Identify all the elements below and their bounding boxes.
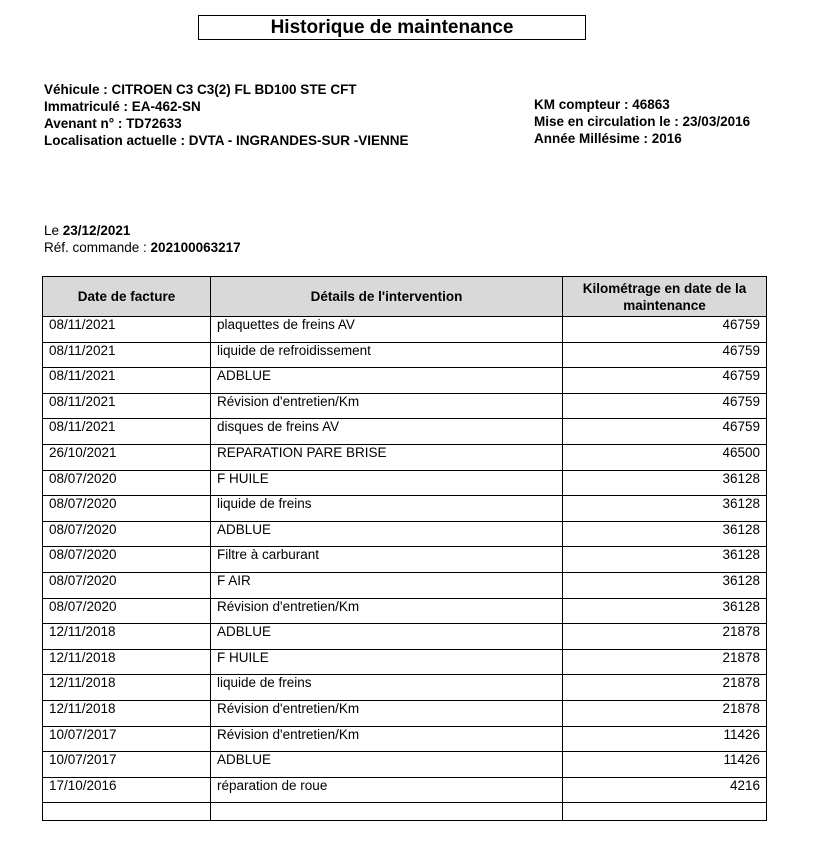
cell-intervention-details: ADBLUE (211, 624, 563, 650)
cell-intervention-details: ADBLUE (211, 368, 563, 394)
cell-invoice-date: 10/07/2017 (43, 752, 211, 778)
cell-invoice-date (43, 803, 211, 821)
cell-intervention-details: Révision d'entretien/Km (211, 598, 563, 624)
cell-invoice-date: 08/07/2020 (43, 547, 211, 573)
vehicle-meta (534, 96, 750, 147)
cell-intervention-details: réparation de roue (211, 777, 563, 803)
vehicle-info (44, 81, 409, 149)
order-date-label: Le (44, 223, 63, 238)
header-intervention-details: Détails de l'intervention (211, 277, 563, 317)
cell-intervention-details: disques de freins AV (211, 419, 563, 445)
cell-invoice-date: 10/07/2017 (43, 726, 211, 752)
cell-invoice-date: 08/11/2021 (43, 317, 211, 343)
cell-mileage (563, 803, 767, 821)
header-mileage: Kilométrage en date de la maintenance (563, 277, 767, 317)
cell-invoice-date: 17/10/2016 (43, 777, 211, 803)
table-row (43, 726, 767, 752)
km-counter: KM compteur : 46863 (534, 97, 670, 112)
cell-mileage: 11426 (563, 752, 767, 778)
cell-invoice-date: 12/11/2018 (43, 675, 211, 701)
cell-intervention-details: Révision d'entretien/Km (211, 700, 563, 726)
cell-mileage: 46759 (563, 419, 767, 445)
cell-mileage: 21878 (563, 675, 767, 701)
cell-intervention-details: F HUILE (211, 649, 563, 675)
cell-mileage: 46500 (563, 444, 767, 470)
order-ref-label: Réf. commande : (44, 240, 151, 255)
cell-intervention-details: Révision d'entretien/Km (211, 393, 563, 419)
cell-invoice-date: 08/11/2021 (43, 393, 211, 419)
table-row (43, 393, 767, 419)
cell-mileage: 21878 (563, 624, 767, 650)
cell-invoice-date: 08/07/2020 (43, 470, 211, 496)
cell-intervention-details: REPARATION PARE BRISE (211, 444, 563, 470)
order-info (44, 222, 241, 256)
vehicle-amendment: Avenant n° : TD72633 (44, 116, 182, 131)
table-row (43, 317, 767, 343)
table-body (43, 317, 767, 821)
order-date-value: 23/12/2021 (62, 223, 131, 238)
cell-intervention-details (211, 803, 563, 821)
cell-mileage: 4216 (563, 777, 767, 803)
order-ref-value: 202100063217 (150, 240, 241, 255)
table-row (43, 496, 767, 522)
cell-invoice-date: 12/11/2018 (43, 649, 211, 675)
cell-mileage: 46759 (563, 368, 767, 394)
cell-mileage: 36128 (563, 470, 767, 496)
table-row (43, 547, 767, 573)
cell-intervention-details: F HUILE (211, 470, 563, 496)
cell-invoice-date: 12/11/2018 (43, 624, 211, 650)
cell-intervention-details: liquide de refroidissement (211, 342, 563, 368)
table-row (43, 700, 767, 726)
order-reference (44, 239, 241, 256)
cell-invoice-date: 08/07/2020 (43, 598, 211, 624)
cell-mileage: 36128 (563, 572, 767, 598)
cell-intervention-details: plaquettes de freins AV (211, 317, 563, 343)
table-row (43, 598, 767, 624)
registration-date: Mise en circulation le : 23/03/2016 (534, 114, 751, 129)
cell-mileage: 36128 (563, 521, 767, 547)
cell-mileage: 21878 (563, 700, 767, 726)
cell-intervention-details: liquide de freins (211, 496, 563, 522)
table-row (43, 521, 767, 547)
header-invoice-date: Date de facture (43, 277, 211, 317)
vehicle-model: Véhicule : CITROEN C3 C3(2) FL BD100 STE CFT (44, 82, 357, 97)
table-row (43, 342, 767, 368)
cell-invoice-date: 08/11/2021 (43, 419, 211, 445)
cell-invoice-date: 08/07/2020 (43, 496, 211, 522)
table-row (43, 675, 767, 701)
cell-invoice-date: 26/10/2021 (43, 444, 211, 470)
cell-mileage: 11426 (563, 726, 767, 752)
cell-mileage: 46759 (563, 393, 767, 419)
cell-intervention-details: liquide de freins (211, 675, 563, 701)
order-date (44, 222, 241, 239)
cell-invoice-date: 08/11/2021 (43, 368, 211, 394)
cell-intervention-details: F AIR (211, 572, 563, 598)
cell-mileage: 36128 (563, 547, 767, 573)
vehicle-registration: Immatriculé : EA-462-SN (44, 99, 201, 114)
table-row (43, 803, 767, 821)
vehicle-location: Localisation actuelle : DVTA - INGRANDES-SUR -VIENNE (44, 133, 409, 148)
table-row (43, 624, 767, 650)
cell-invoice-date: 08/07/2020 (43, 521, 211, 547)
table-row (43, 444, 767, 470)
cell-intervention-details: Filtre à carburant (211, 547, 563, 573)
table-row (43, 419, 767, 445)
table-row (43, 572, 767, 598)
model-year: Année Millésime : 2016 (534, 131, 682, 146)
cell-invoice-date: 08/07/2020 (43, 572, 211, 598)
cell-mileage: 21878 (563, 649, 767, 675)
cell-intervention-details: ADBLUE (211, 521, 563, 547)
cell-mileage: 36128 (563, 598, 767, 624)
cell-intervention-details: ADBLUE (211, 752, 563, 778)
cell-mileage: 46759 (563, 342, 767, 368)
cell-mileage: 36128 (563, 496, 767, 522)
table-row (43, 649, 767, 675)
cell-mileage: 46759 (563, 317, 767, 343)
table-row (43, 752, 767, 778)
table-row (43, 777, 767, 803)
page-title: Historique de maintenance (198, 15, 586, 40)
table-header-row (43, 277, 767, 317)
table-row (43, 470, 767, 496)
cell-intervention-details: Révision d'entretien/Km (211, 726, 563, 752)
maintenance-table (42, 276, 767, 821)
cell-invoice-date: 08/11/2021 (43, 342, 211, 368)
table-row (43, 368, 767, 394)
cell-invoice-date: 12/11/2018 (43, 700, 211, 726)
